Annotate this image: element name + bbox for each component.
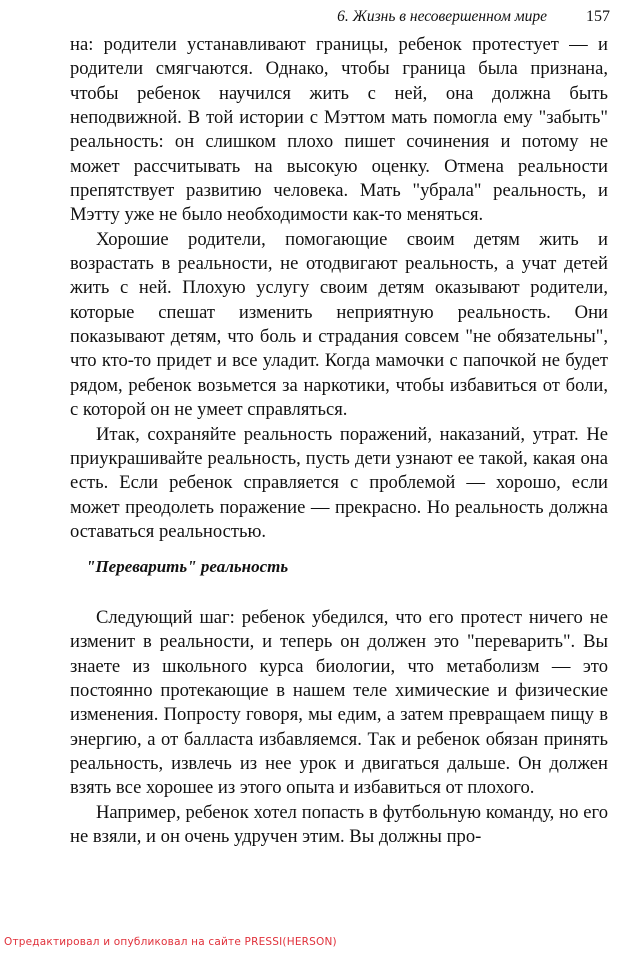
- paragraph: Хорошие родители, помогающие своим детям жить и возрастать в реальности, не отодвигают реальность, а учат детей жить с ней. Плохую услугу своим детям оказывают родители, которые спешат изменить неприятную реальность. Они показывают детям, что боль и страдания совсем "не обязательны", что кто-то придет и все уладит. Когда мамочки с папочкой не будет рядом, ребенок возьмется за наркотики, чтобы избавиться от боли, с которой он не умеет справляться.: [70, 228, 608, 421]
- section-heading: "Переварить" реальность: [86, 557, 289, 576]
- body-text-top: [70, 33, 608, 544]
- publisher-footer-note: Отредактировал и опубликовал на сайте PRESSI(HERSON): [4, 936, 337, 948]
- body-text-bottom: [70, 606, 608, 849]
- page-number: 157: [586, 8, 610, 25]
- paragraph: на: родители устанавливают границы, ребенок протестует — и родители смягчаются. Однако, чтобы граница была признана, чтобы ребенок научился жить с ней, она должна быть неподвижной. В той истории с Мэттом мать помогла ему "забыть" реальность: он слишком плохо пишет сочинения и потому не может рассчитывать на высокую оценку. Отмена реальности препятствует развитию человека. Мать "убрала" реальность, и Мэтту уже не было необходимости как-то меняться.: [70, 34, 608, 226]
- chapter-title: 6. Жизнь в несовершенном мире: [337, 8, 547, 25]
- paragraph: Следующий шаг: ребенок убедился, что его протест ничего не изменит в реальности, и теперь он должен это "переварить". Вы знаете из школьного курса биологии, что метаболизм — это постоянно протекающие в нашем теле химические и физические изменения. Попросту говоря, мы едим, а затем превращаем пищу в энергию, а от балласта избавляемся. Так и ребенок обязан принять реальность, извлечь из нее урок и двигаться дальше. Он должен взять все хорошее из этого опыта и избавиться от плохого.: [70, 607, 608, 799]
- running-head: [0, 4, 620, 30]
- paragraph: Например, ребенок хотел попасть в футбольную команду, но его не взяли, и он очень удручен этим. Вы должны про-: [70, 801, 608, 848]
- paragraph: Итак, сохраняйте реальность поражений, наказаний, утрат. Не приукрашивайте реальность, пусть дети узнают ее такой, какая она есть. Если ребенок справляется с проблемой — хорошо, если может преодолеть поражение — прекрасно. Но реальность должна оставаться реальностью.: [70, 423, 608, 542]
